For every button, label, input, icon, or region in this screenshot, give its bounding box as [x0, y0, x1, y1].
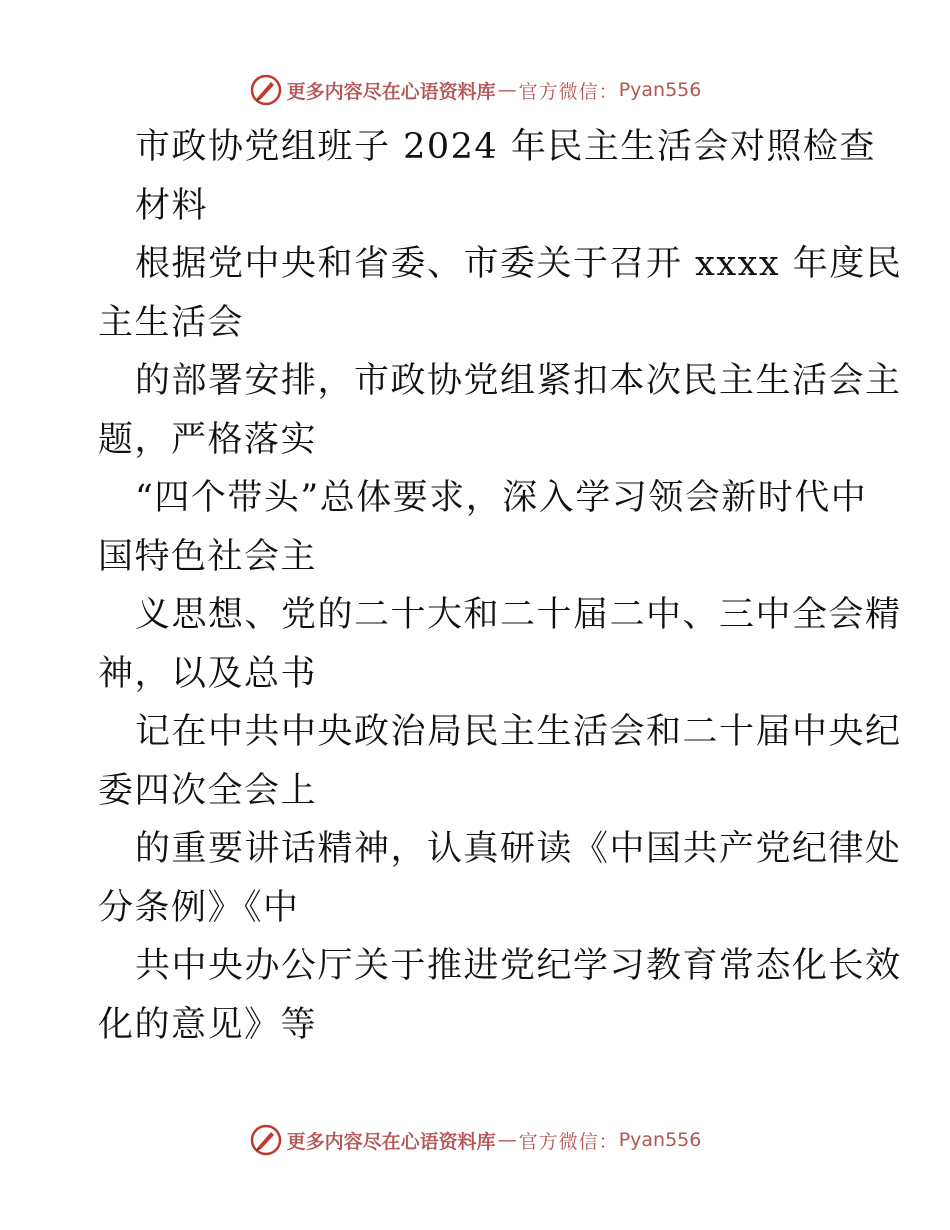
paragraph-line: 题，严格落实	[98, 419, 318, 460]
footer-promo-text: 更多内容尽在心语资料库	[286, 1130, 496, 1153]
paragraph-line: 化的意见》等	[98, 1004, 318, 1045]
header-wechat-id: Pyan556	[618, 79, 702, 101]
paragraph-line: 主生活会	[98, 302, 245, 343]
paragraph-line: 国特色社会主	[98, 536, 318, 577]
header-wechat-label: 官方微信：	[518, 80, 619, 103]
document-title-line: 市政协党组班子 2024 年民主生活会对照检查	[135, 127, 876, 167]
document-body	[98, 118, 903, 1054]
header-separator: —	[497, 79, 517, 101]
document-title-line: 材料	[135, 185, 209, 226]
paragraph-line: 根据党中央和省委、市委关于召开 xxxx 年度民	[135, 244, 903, 284]
paragraph-line: “四个带头”总体要求，深入学习领会新时代中	[135, 478, 868, 518]
footer-separator: —	[497, 1129, 517, 1151]
header-banner	[0, 68, 950, 112]
paragraph-line: 神，以及总书	[98, 653, 318, 694]
paragraph-line: 记在中共中央政治局民主生活会和二十届中央纪	[135, 712, 902, 752]
header-promo-text: 更多内容尽在心语资料库	[286, 80, 496, 103]
paragraph-line: 义思想、党的二十大和二十届二中、三中全会精	[135, 595, 902, 635]
paragraph-line: 的部署安排，市政协党组紧扣本次民主生活会主	[135, 361, 902, 401]
footer-banner	[0, 1118, 950, 1162]
pen-logo-icon	[249, 73, 283, 107]
paragraph-line: 分条例》《中	[98, 887, 300, 928]
paragraph-line: 的重要讲话精神，认真研读《中国共产党纪律处	[135, 829, 902, 869]
pen-logo-icon	[249, 1123, 283, 1157]
paragraph-line: 委四次全会上	[98, 770, 318, 811]
paragraph-line: 共中央办公厅关于推进党纪学习教育常态化长效	[135, 946, 902, 986]
footer-wechat-id: Pyan556	[618, 1129, 702, 1151]
footer-wechat-label: 官方微信：	[518, 1130, 619, 1153]
